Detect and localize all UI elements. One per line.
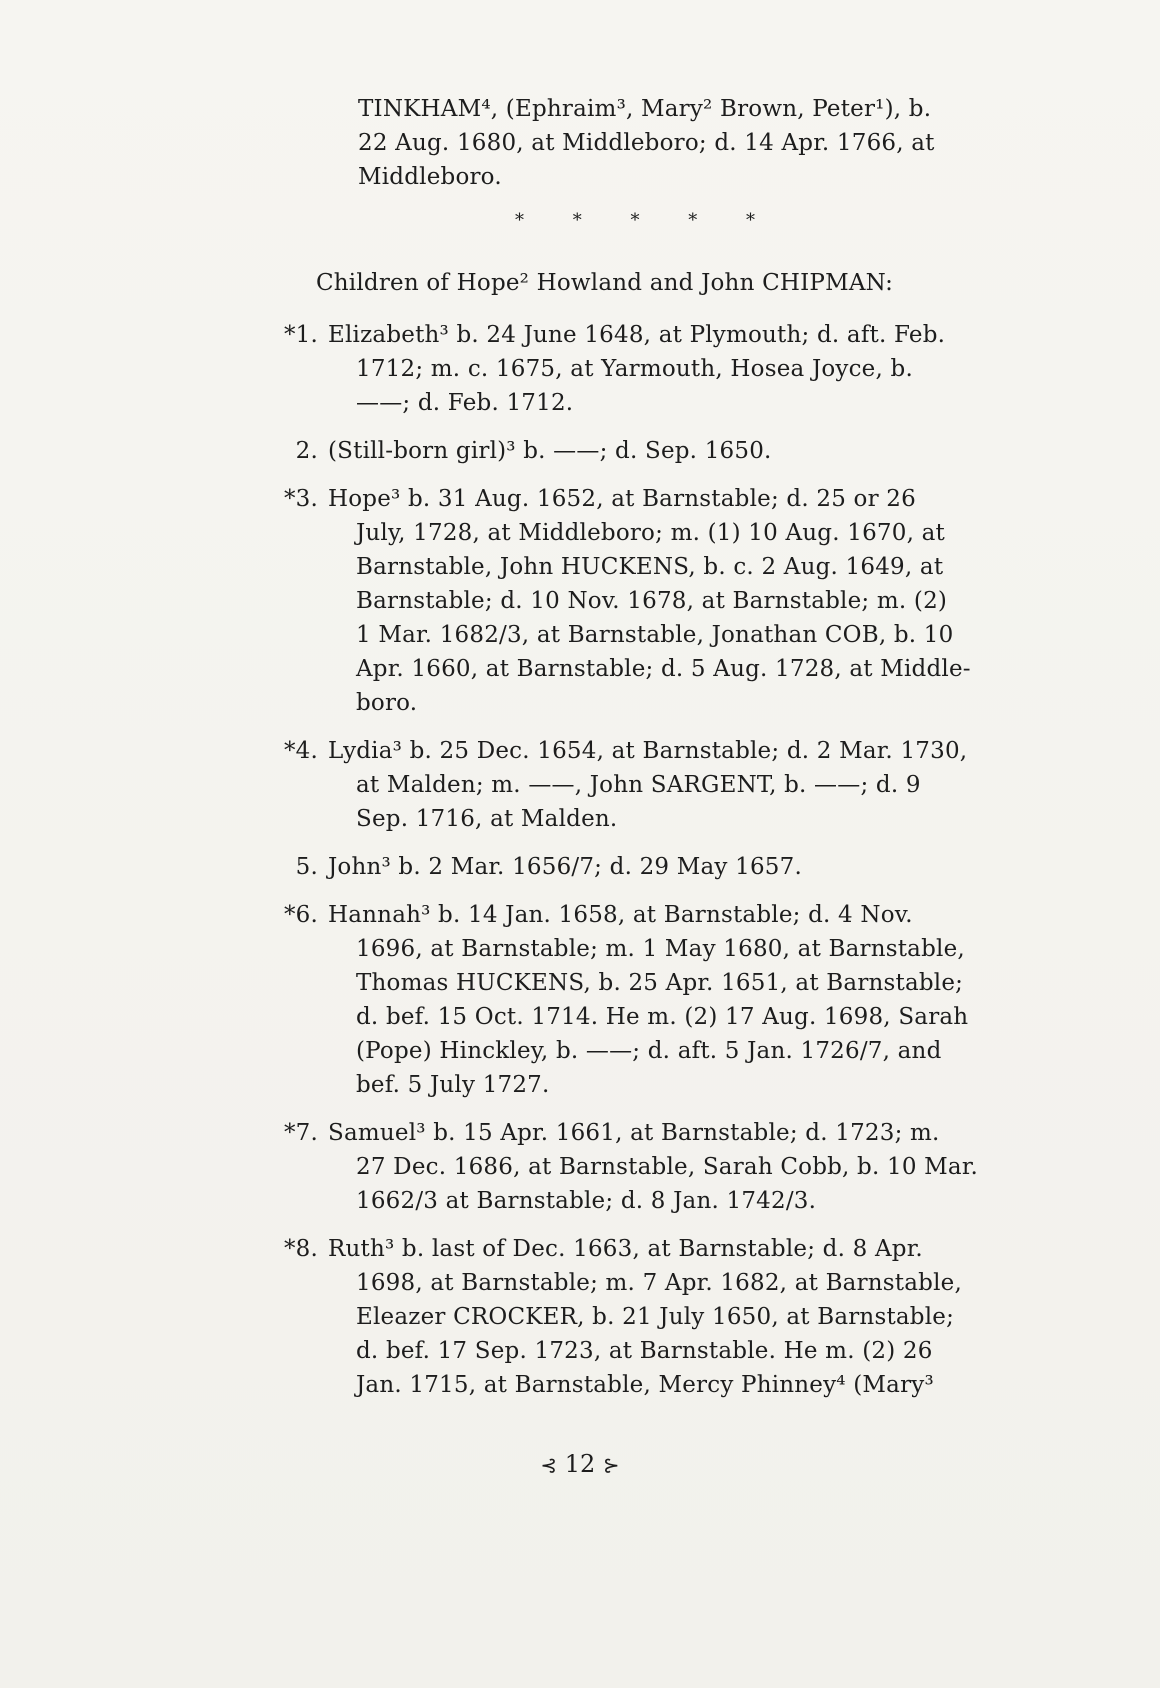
entry-number: 5. — [295, 854, 318, 880]
entry-line: (Pope) Hinckley, b. ——; d. aft. 5 Jan. 1726/7, and — [356, 1038, 942, 1064]
intro-line: TINKHAM⁴, (Ephraim³, Mary² Brown, Peter¹), b. — [358, 96, 932, 122]
separator-star: * — [688, 210, 698, 231]
entry-text — [328, 850, 1004, 884]
entry-text — [328, 434, 1004, 468]
entry-number: *3. — [283, 486, 318, 512]
entry-text — [328, 898, 1004, 1102]
entry-line: 1 Mar. 1682/3, at Barnstable, Jonathan COB, b. 10 — [356, 622, 954, 648]
separator-star: * — [515, 210, 524, 231]
entry-line: 1696, at Barnstable; m. 1 May 1680, at Barnstable, — [356, 936, 965, 962]
entry-line: John³ b. 2 Mar. 1656/7; d. 29 May 1657. — [328, 854, 802, 880]
entry-text — [328, 734, 1004, 836]
entry-number: *8. — [283, 1236, 318, 1262]
entry-line: boro. — [356, 690, 418, 716]
entry-line: Eleazer CROCKER, b. 21 July 1650, at Barnstable; — [356, 1304, 955, 1330]
entry-line: Hannah³ b. 14 Jan. 1658, at Barnstable; d. 4 Nov. — [328, 902, 913, 928]
entry-line: Elizabeth³ b. 24 June 1648, at Plymouth; d. aft. Feb. — [328, 322, 946, 348]
section-separator — [515, 210, 755, 231]
entry-line: Samuel³ b. 15 Apr. 1661, at Barnstable; d. 1723; m. — [328, 1120, 940, 1146]
child-entry — [274, 1116, 1004, 1218]
entry-text — [328, 482, 1004, 720]
entry-text — [328, 318, 1004, 420]
child-entry — [274, 850, 1004, 884]
ornament-left-icon: ⊰ — [540, 1453, 558, 1477]
children-list — [274, 318, 1004, 1416]
entry-line: Sep. 1716, at Malden. — [356, 806, 618, 832]
entry-text — [328, 1116, 1004, 1218]
entry-number: *1. — [283, 322, 318, 348]
ornament-right-icon: ⊱ — [602, 1453, 620, 1477]
entry-text — [328, 1232, 1004, 1402]
child-entry — [274, 898, 1004, 1102]
entry-number: *4. — [283, 738, 318, 764]
intro-line: 22 Aug. 1680, at Middleboro; d. 14 Apr. 1766, at — [358, 130, 935, 156]
entry-line: Thomas HUCKENS, b. 25 Apr. 1651, at Barnstable; — [356, 970, 964, 996]
entry-line: Barnstable, John HUCKENS, b. c. 2 Aug. 1649, at — [356, 554, 944, 580]
child-entry — [274, 1232, 1004, 1402]
entry-line: Jan. 1715, at Barnstable, Mercy Phinney⁴ (Mary³ — [356, 1372, 934, 1398]
entry-line: ——; d. Feb. 1712. — [356, 390, 574, 416]
entry-line: 1662/3 at Barnstable; d. 8 Jan. 1742/3. — [356, 1188, 817, 1214]
intro-paragraph — [358, 92, 998, 194]
child-entry — [274, 318, 1004, 420]
separator-star: * — [746, 210, 755, 231]
entry-line: 1698, at Barnstable; m. 7 Apr. 1682, at Barnstable, — [356, 1270, 962, 1296]
entry-line: July, 1728, at Middleboro; m. (1) 10 Aug. 1670, at — [356, 520, 945, 546]
entry-line: Barnstable; d. 10 Nov. 1678, at Barnstable; m. (2) — [356, 588, 948, 614]
entry-line: at Malden; m. ——, John SARGENT, b. ——; d. 9 — [356, 772, 921, 798]
child-entry — [274, 734, 1004, 836]
child-entry — [274, 434, 1004, 468]
entry-number: *6. — [283, 902, 318, 928]
entry-line: 1712; m. c. 1675, at Yarmouth, Hosea Joyce, b. — [356, 356, 913, 382]
intro-line: Middleboro. — [358, 164, 502, 190]
section-heading: Children of Hope² Howland and John CHIPMAN: — [316, 270, 894, 296]
entry-line: Apr. 1660, at Barnstable; d. 5 Aug. 1728, at Middle- — [356, 656, 971, 682]
page-footer — [0, 1450, 1160, 1478]
entry-line: Hope³ b. 31 Aug. 1652, at Barnstable; d. 25 or 26 — [328, 486, 916, 512]
entry-line: 27 Dec. 1686, at Barnstable, Sarah Cobb, b. 10 Mar. — [356, 1154, 979, 1180]
entry-line: bef. 5 July 1727. — [356, 1072, 550, 1098]
page-number: 12 — [564, 1450, 596, 1478]
entry-number: 2. — [295, 438, 318, 464]
child-entry — [274, 482, 1004, 720]
entry-line: Lydia³ b. 25 Dec. 1654, at Barnstable; d. 2 Mar. 1730, — [328, 738, 968, 764]
separator-star: * — [630, 210, 640, 231]
entry-number: *7. — [283, 1120, 318, 1146]
entry-line: d. bef. 15 Oct. 1714. He m. (2) 17 Aug. 1698, Sarah — [356, 1004, 969, 1030]
entry-line: Ruth³ b. last of Dec. 1663, at Barnstable; d. 8 Apr. — [328, 1236, 923, 1262]
separator-star: * — [572, 210, 582, 231]
entry-line: d. bef. 17 Sep. 1723, at Barnstable. He m. (2) 26 — [356, 1338, 933, 1364]
entry-line: (Still-born girl)³ b. ——; d. Sep. 1650. — [328, 438, 772, 464]
